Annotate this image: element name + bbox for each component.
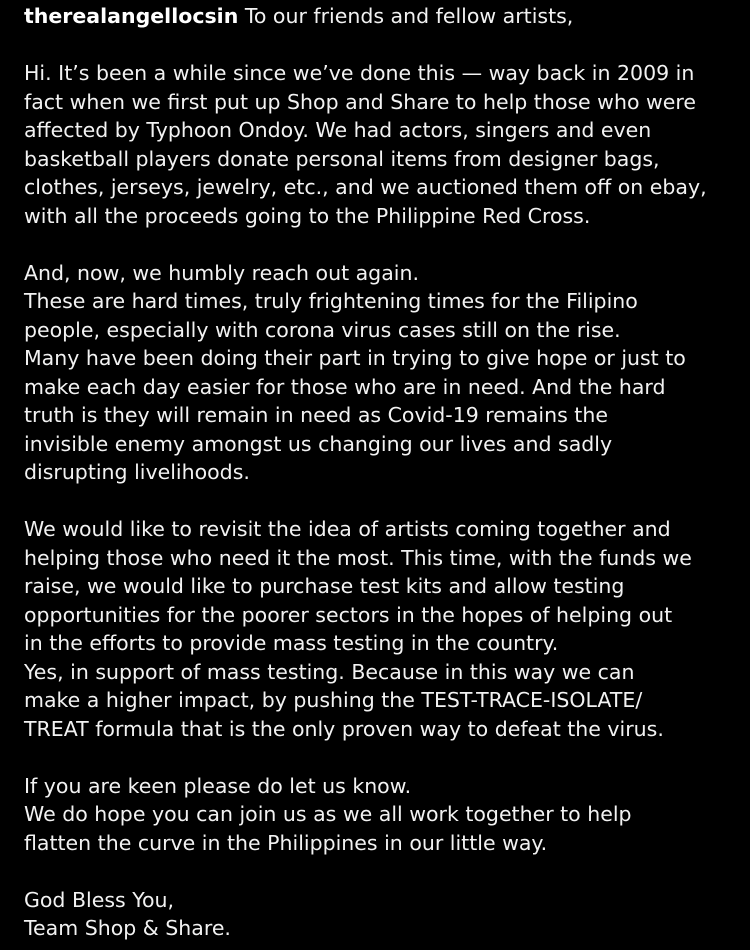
caption-text-line: Yes, in support of mass testing. Because in this way we can (24, 659, 635, 684)
caption-text-line: flatten the curve in the Philippines in our little way. (24, 830, 548, 855)
caption-text-line: If you are keen please do let us know. (24, 773, 412, 798)
caption-text-line: truth is they will remain in need as Covid-19 remains the (24, 403, 608, 427)
caption-text-line: Many have been doing their part in trying to give hope or just to (24, 346, 686, 370)
caption-text-line: TREAT formula that is the only proven way to defeat the virus. (24, 716, 664, 741)
caption-text-line: affected by Typhoon Ondoy. We had actors, singers and even (24, 118, 652, 142)
caption-blank-line (24, 487, 726, 516)
caption-text-line: Team Shop & Share. (24, 916, 231, 940)
caption-blank-line (24, 857, 726, 886)
caption-text-line: helping those who need it the most. This time, with the funds we (24, 545, 692, 570)
caption-text-line: These are hard times, truly frightening times for the Filipino (24, 289, 638, 313)
caption-blank-line (24, 230, 726, 259)
caption-text-line: make a higher impact, by pushing the TEST-TRACE-ISOLATE/ (24, 688, 643, 712)
username-link[interactable]: therealangellocsin (24, 4, 239, 28)
caption-text-line: clothes, jerseys, jewelry, etc., and we auctioned them off on ebay, (24, 175, 707, 199)
caption-text-line: raise, we would like to purchase test kits and allow testing (24, 574, 625, 598)
caption-blank-line (24, 31, 726, 60)
caption-first-line-text: To our friends and fellow artists, (238, 4, 574, 28)
caption-first-line (24, 2, 726, 31)
caption-blank-line (24, 743, 726, 772)
caption-text-line: disrupting livelihoods. (24, 460, 250, 484)
caption-text-line: God Bless You, (24, 887, 175, 912)
caption-text-line: Hi. It’s been a while since we’ve done this — way back in 2009 in (24, 61, 695, 85)
caption-text-line: make each day easier for those who are in need. And the hard (24, 374, 666, 399)
caption-text-line: And, now, we humbly reach out again. (24, 260, 419, 285)
caption-text-line: basketball players donate personal items from designer bags, (24, 146, 660, 171)
caption-text-line: people, especially with corona virus cases still on the rise. (24, 317, 621, 342)
caption-text-line: fact when we first put up Shop and Share to help those who were (24, 89, 696, 114)
caption-body (24, 31, 726, 943)
caption-text-line: in the efforts to provide mass testing in the country. (24, 631, 559, 655)
caption-text-line: opportunities for the poorer sectors in the hopes of helping out (24, 602, 673, 627)
caption-text-line: with all the proceeds going to the Philippine Red Cross. (24, 203, 591, 228)
caption-text-line: invisible enemy amongst us changing our lives and sadly (24, 431, 613, 456)
caption-text-line: We do hope you can join us as we all work together to help (24, 802, 632, 826)
caption-text-line: We would like to revisit the idea of artists coming together and (24, 517, 671, 541)
